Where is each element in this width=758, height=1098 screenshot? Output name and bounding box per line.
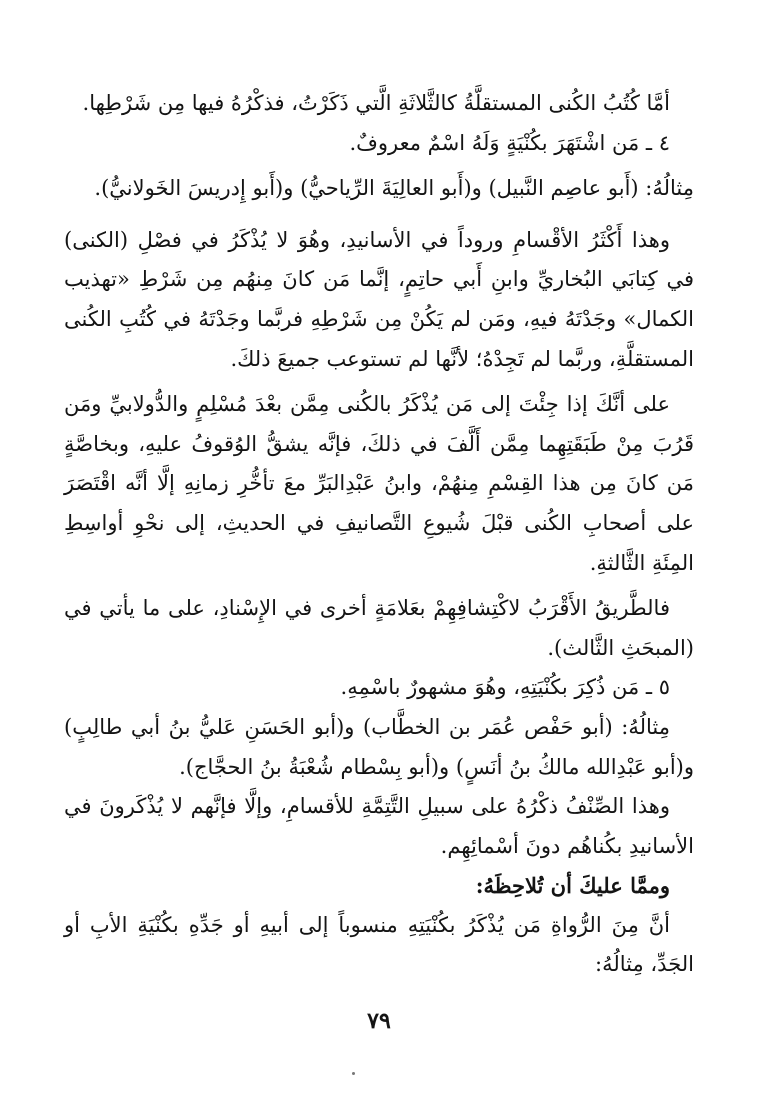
paragraph-final: أنَّ مِنَ الرُّواةِ مَن يُذْكَرُ بكُنْيَتِهِ منسوباً إلى أبيهِ أو جَدِّهِ بكُنْيَةِ الأبِ أو الجَدِّ، مِثالُهُ:: [64, 912, 694, 977]
paragraph-completion: وهذا الصِّنْفُ ذكْرُهُ على سبيلِ التَّتِمَّةِ للأقسامِ، وإلَّا فإنَّهم لا يُذْكَرونَ في الأسانيدِ بكُناهُم دونَ أسْمائِهِم.: [64, 794, 694, 858]
section-5-heading: ٥ ـ مَن ذُكِرَ بكُنْيَتِهِ، وهُوَ مشهورٌ باسْمِهِ.: [340, 675, 670, 700]
paragraph-intro: أمَّا كُتُبُ الكُنى المستقلَّةُ كالثَّلاثَةِ الَّتي ذَكَرْتُ، فذكْرُهُ فيها مِن شَرْطِها.: [82, 91, 670, 115]
note-heading: وممَّا عليكَ أن تُلاحِظَهُ:: [475, 873, 670, 899]
paragraph-later-authors: على أنَّكَ إذا جِئْتَ إلى مَن يُذْكَرُ بالكُنى مِمَّن بعْدَ مُسْلِمٍ والدُّولابيِّ ومَن قَرُبَ مِنْ طَبَقَتِهِما مِمَّن أَلَّفَ في ذلكَ، فإنَّه يشقُّ الوُقوفُ عليهِ، وبخاصَّةٍ مَن كانَ مِن هذا القِسْمِ مِنهُمْ، وابنُ عَبْدِالبَرِّ معَ تأخُّرِ زمانِهِ إلَّا أنَّه اقْتَصَرَ على أصحابِ الكُنى قبْلَ شُيوعِ التَّصانيفِ في الحديثِ، إلى نحْوِ أواسِطِ المِئَةِ الثَّالثةِ.: [64, 392, 694, 575]
body-text: [64, 84, 694, 985]
paragraph-closest-way: فالطَّريقُ الأَقْرَبُ لاكْتِشافِهِمْ بعَلامَةٍ أخرى في الإِسْنادِ، على ما يأتي في (المبحَثِ الثَّالث).: [64, 596, 694, 660]
example-paragraph-1: مِثالُهُ: (أَبو عاصِم النَّبيل) و(أَبو العالِيَةَ الرِّياحيُّ) و(أَبو إِدريسَ الخَولانيُّ).: [94, 176, 694, 201]
paragraph-frequency: وهذا أَكْثَرُ الأقْسامِ وروداً في الأسانيدِ، وهُوَ لا يُذْكَرُ في فصْلِ (الكنى) في كِتابَي البُخاريِّ وابنِ أَبي حاتِمٍ، إنَّما مَن كانَ مِنهُم مِن شَرْطِ «تهذيب الكمال» وجَدْتَهُ فيهِ، ومَن لم يَكُنْ مِن شَرْطِهِ فربَّما وجَدْتَهُ في كُتُبِ الكُنى المستقلَّةِ، وربَّما لم تَجِدْهُ؛ لأنَّها لم تستوعب جميعَ ذلكَ.: [64, 227, 694, 371]
page-number: ٧٩: [367, 1008, 391, 1034]
footer-mark: [352, 1072, 355, 1075]
example-paragraph-2: مِثالُهُ: (أبو حَفْص عُمَر بن الخطَّاب) و(أبو الحَسَنِ عَليُّ بنُ أبي طالِبٍ) و(أبو عَبْدِالله مالكُ بنُ أنَسٍ) و(أبو بِسْطام شُعْبَةُ بنُ الحجَّاج).: [64, 714, 694, 779]
section-4-heading: ٤ ـ مَن اشْتَهَرَ بكُنْيَةٍ وَلَهُ اسْمٌ معروفٌ.: [349, 130, 670, 155]
